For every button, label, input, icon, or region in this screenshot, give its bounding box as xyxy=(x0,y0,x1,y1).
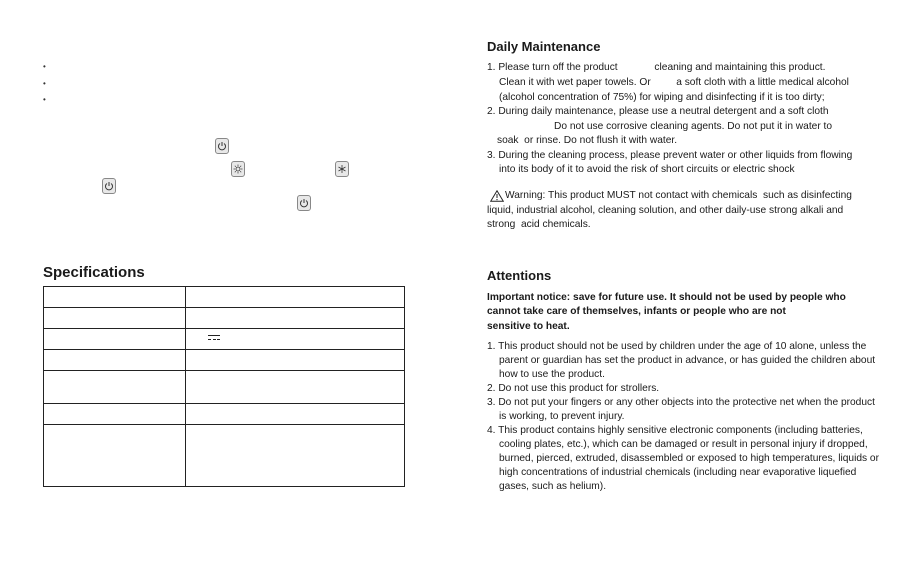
warning-line: liquid, industrial alcohol, cleaning solution, and other daily-use strong alkali and xyxy=(487,205,844,216)
table-cell xyxy=(44,350,186,371)
power-icon xyxy=(102,178,116,194)
maintenance-line: Do not use corrosive cleaning agents. Do not put it in water to xyxy=(554,121,833,132)
attention-line: 4. This product contains highly sensitive electronic components (including batteries, xyxy=(487,425,863,436)
table-cell xyxy=(186,425,405,487)
bullet: • xyxy=(43,79,46,88)
table-cell xyxy=(186,371,405,404)
maintenance-line: 1. Please turn off the product cleaning and maintaining this product. xyxy=(487,62,826,73)
power-icon xyxy=(297,195,311,211)
table-cell xyxy=(44,308,186,329)
table-row xyxy=(44,329,405,350)
table-cell xyxy=(44,329,186,350)
table-row xyxy=(44,425,405,487)
table-cell xyxy=(44,404,186,425)
bullet: • xyxy=(43,62,46,71)
power-icon xyxy=(215,138,229,154)
table-cell xyxy=(186,350,405,371)
maintenance-line: soak or rinse. Do not flush it with water. xyxy=(497,135,678,146)
dc-symbol-icon xyxy=(208,335,220,342)
warning-icon xyxy=(490,190,504,202)
sun-icon xyxy=(231,161,245,177)
table-cell xyxy=(186,308,405,329)
table-cell xyxy=(186,404,405,425)
warning-line: Warning: This product MUST not contact with chemicals such as disinfecting xyxy=(505,190,852,201)
attentions-title: Attentions xyxy=(487,268,552,283)
table-row xyxy=(44,287,405,308)
maintenance-line: 3. During the cleaning process, please prevent water or other liquids from flowing xyxy=(487,150,853,161)
maintenance-line: Clean it with wet paper towels. Or a soft cloth with a little medical alcohol xyxy=(499,77,849,88)
table-row xyxy=(44,371,405,404)
daily-maintenance-title: Daily Maintenance xyxy=(487,39,601,54)
notice-line: sensitive to heat. xyxy=(487,321,570,332)
attention-line: is working, to prevent injury. xyxy=(499,411,625,422)
table-row xyxy=(44,350,405,371)
attention-line: how to use the product. xyxy=(499,369,605,380)
table-cell xyxy=(44,425,186,487)
attention-line: parent or guardian has set the product in advance, or has guided the children about xyxy=(499,355,876,366)
maintenance-line: 2. During daily maintenance, please use a neutral detergent and a soft cloth xyxy=(487,106,829,117)
table-cell xyxy=(44,371,186,404)
attention-line: 3. Do not put your fingers or any other objects into the protective net when the product xyxy=(487,397,875,408)
attention-line: burned, pierced, extruded, disassembled or exposed to high temperatures, liquids or xyxy=(499,453,879,464)
bullet: • xyxy=(43,95,46,104)
notice-line: Important notice: save for future use. It should not be used by people who xyxy=(487,292,846,303)
table-row xyxy=(44,308,405,329)
attention-line: gases, such as helium). xyxy=(499,481,607,492)
maintenance-line: into its body of it to avoid the risk of short circuits or electric shock xyxy=(499,164,795,175)
notice-line: cannot take care of themselves, infants or people who are not xyxy=(487,306,786,317)
attention-line: cooling plates, etc.), which can be damaged or result in personal injury if dropped, xyxy=(499,439,868,450)
specifications-table xyxy=(43,286,405,487)
warning-line: strong acid chemicals. xyxy=(487,219,591,230)
table-cell xyxy=(186,287,405,308)
maintenance-line: (alcohol concentration of 75%) for wiping and disinfecting if it is too dirty; xyxy=(499,92,825,103)
table-row xyxy=(44,404,405,425)
attention-line: 2. Do not use this product for strollers. xyxy=(487,383,660,394)
snowflake-icon xyxy=(335,161,349,177)
attention-line: high concentrations of industrial chemicals (including near evaporative liquefied xyxy=(499,467,857,478)
table-cell xyxy=(44,287,186,308)
attention-line: 1. This product should not be used by children under the age of 10 alone, unless the xyxy=(487,341,867,352)
specifications-title: Specifications xyxy=(43,264,145,281)
